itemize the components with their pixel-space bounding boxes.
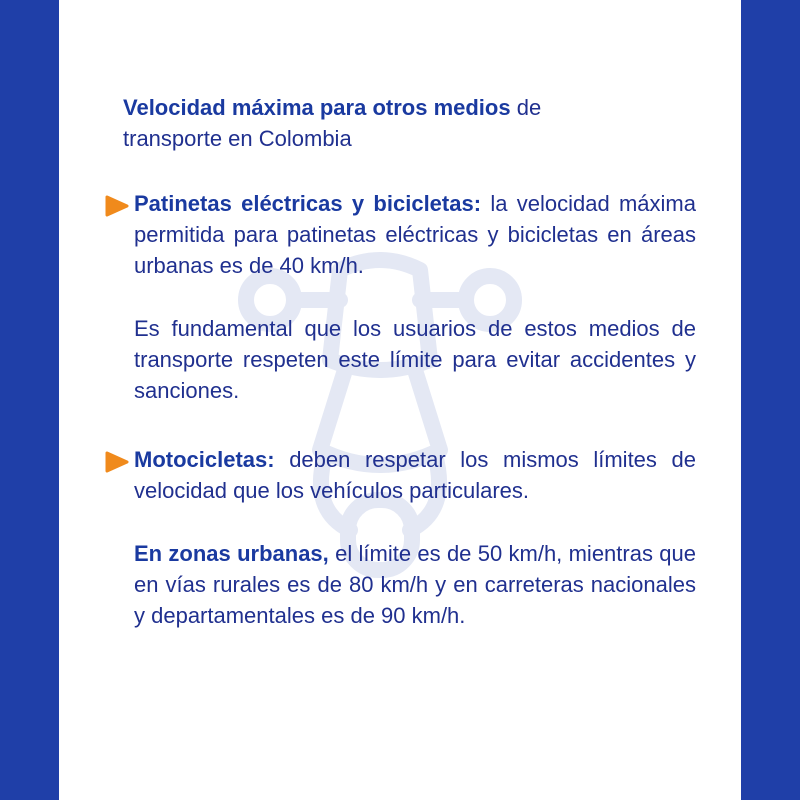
section-text: deben respetar los mismos límites de velocidad que los vehículos particulares. [134, 447, 696, 503]
section-followup [134, 538, 696, 631]
title-rest-line1: de [510, 95, 542, 120]
section-heading: Motocicletas: [134, 447, 275, 472]
left-border-bar [0, 0, 59, 800]
right-border-bar [741, 0, 800, 800]
section-followup: Es fundamental que los usuarios de estos medios de transporte respeten este límite para evitar accidentes y sanciones. [134, 316, 696, 403]
title-rest-line2: transporte en Colombia [123, 126, 352, 151]
followup-bold: En zonas urbanas, [134, 541, 329, 566]
section-text: la velocidad máxima permitida para patinetas eléctricas y bicicletas en áreas urbanas es de 40 km/h. [134, 191, 696, 278]
section-patinetas [104, 188, 696, 406]
play-arrow-icon [104, 195, 130, 217]
section-motocicletas [104, 444, 696, 631]
section-heading: Patinetas eléctricas y bicicletas: [134, 191, 482, 216]
title-bold: Velocidad máxima para otros medios [123, 95, 511, 120]
followup-text: el límite es de 50 km/h, mientras que en vías rurales es de 80 km/h y en carreteras nacionales y departamentales es de 90 km/h. [134, 541, 696, 628]
page-title [123, 92, 723, 154]
section-paragraph [134, 444, 696, 506]
play-arrow-icon [104, 451, 130, 473]
section-paragraph [134, 188, 696, 281]
